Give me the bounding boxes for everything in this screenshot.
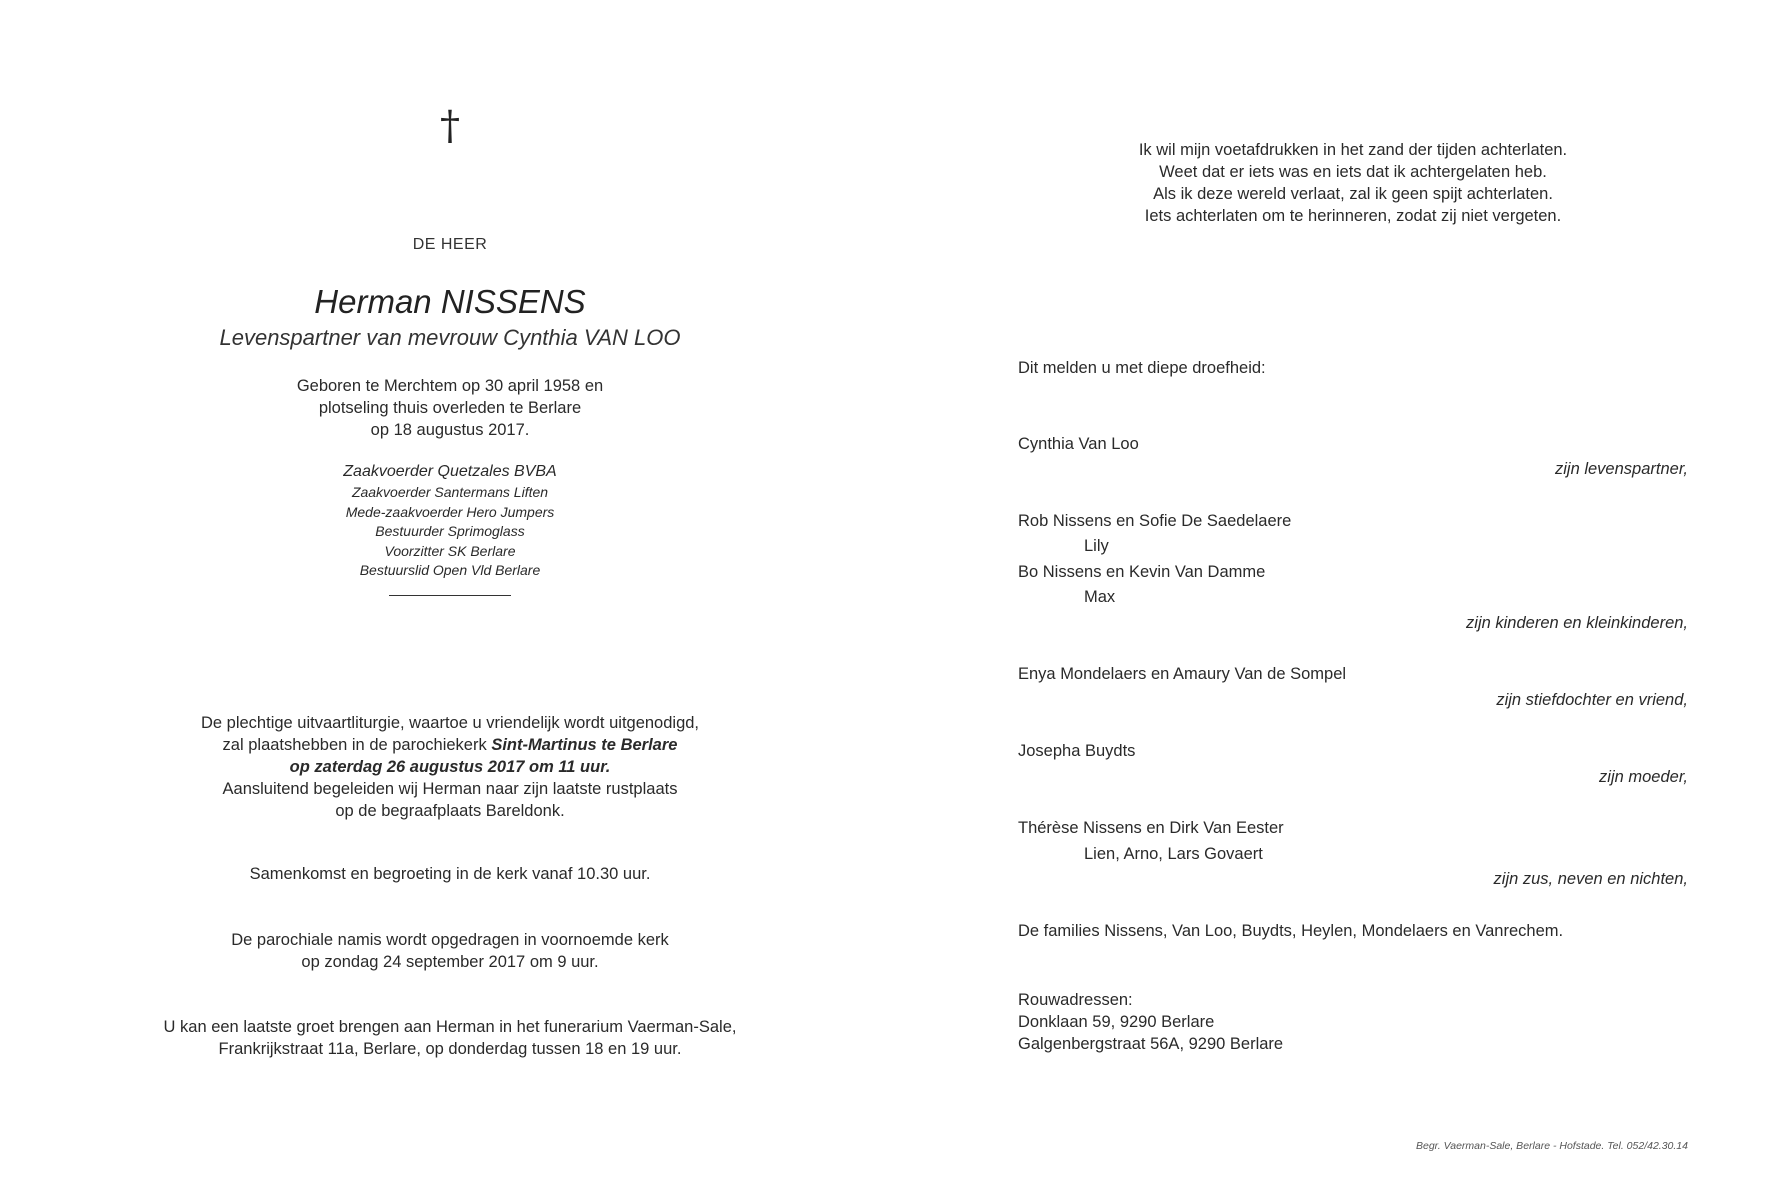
family-member: Enya Mondelaers en Amaury Van de Sompel [1018, 665, 1347, 683]
poem-block [1018, 139, 1688, 227]
right-page [1018, 0, 1688, 1177]
mass-line: De parochiale namis wordt opgedragen in voornoemde kerk [231, 931, 669, 949]
role-item: Voorzitter SK Berlare [384, 542, 516, 559]
poem-line: Weet dat er iets was en iets dat ik achtergelaten heb. [1159, 163, 1547, 181]
relation-label: zijn stiefdochter en vriend, [1496, 690, 1688, 709]
role-item: Bestuurder Sprimoglass [375, 523, 525, 539]
announcement: Dit melden u met diepe droefheid: [1018, 359, 1266, 377]
cross-icon: † [440, 103, 460, 149]
role-item: Zaakvoerder Santermans Liften [351, 484, 549, 500]
church-name: Sint-Martinus te Berlare [491, 736, 678, 754]
addresses-title: Rouwadressen: [1018, 991, 1133, 1009]
funeral-line-prefix: zal plaatshebben in de parochiekerk [222, 736, 492, 754]
relation-label: zijn levenspartner, [1555, 460, 1688, 478]
birth-death-line: op 18 augustus 2017. [370, 421, 530, 439]
roles-block [0, 461, 900, 596]
family-member: Rob Nissens en Sofie De Saedelaere [1018, 511, 1292, 530]
funeral-line: op de begraafplaats Bareldonk. [335, 802, 565, 820]
funeral-line: Aansluitend begeleiden wij Herman naar zijn laatste rustplaats [222, 780, 678, 798]
mass-block [0, 929, 900, 973]
family-member: Thérèse Nissens en Dirk Van Eester [1018, 819, 1284, 837]
family-member: Max [1084, 588, 1116, 606]
relation-label: zijn kinderen en kleinkinderen, [1466, 613, 1688, 632]
mass-line: op zondag 24 september 2017 om 9 uur. [301, 953, 599, 971]
family-member: Cynthia Van Loo [1018, 434, 1139, 453]
address-line: Galgenbergstraat 56A, 9290 Berlare [1018, 1035, 1284, 1053]
family-member: Josepha Buydts [1018, 742, 1136, 760]
funeral-date: op zaterdag 26 augustus 2017 om 11 uur. [289, 758, 611, 776]
partner-line: Levenspartner van mevrouw Cynthia VAN LOO [219, 325, 681, 350]
role-item: Bestuurslid Open Vld Berlare [359, 562, 541, 578]
visit-line: Frankrijkstraat 11a, Berlare, op donderdag tussen 18 en 19 uur. [218, 1040, 682, 1058]
poem-line: Als ik deze wereld verlaat, zal ik geen spijt achterlaten. [1153, 185, 1553, 203]
poem-line: Iets achterlaten om te herinneren, zodat zij niet vergeten. [1144, 207, 1562, 225]
funeral-line [0, 734, 900, 756]
birth-death-line: Geboren te Merchtem op 30 april 1958 en [296, 377, 604, 395]
family-member: Bo Nissens en Kevin Van Damme [1018, 562, 1266, 581]
relation-label: zijn moeder, [1599, 767, 1688, 786]
addresses-block [1018, 989, 1688, 1055]
families-line: De families Nissens, Van Loo, Buydts, Heylen, Mondelaers en Vanrechem. [1018, 921, 1564, 940]
funeral-block [0, 712, 900, 822]
role-item: Mede-zaakvoerder Hero Jumpers [345, 503, 555, 520]
undertaker-credit: Begr. Vaerman-Sale, Berlare - Hofstade. Tel. 052/42.30.14 [1416, 1140, 1688, 1152]
main-role: Zaakvoerder Quetzales BVBA [343, 463, 557, 480]
deceased-name: Herman NISSENS [314, 283, 586, 320]
funeral-line: De plechtige uitvaartliturgie, waartoe u vriendelijk wordt uitgenodigd, [200, 714, 700, 732]
birth-death-block [0, 375, 900, 441]
title-prefix: DE HEER [412, 236, 488, 253]
visit-block [0, 1016, 900, 1060]
divider [389, 595, 511, 596]
address-line: Donklaan 59, 9290 Berlare [1018, 1013, 1215, 1031]
family-member: Lien, Arno, Lars Govaert [1084, 844, 1263, 863]
poem-line: Ik wil mijn voetafdrukken in het zand der tijden achterlaten. [1138, 141, 1568, 159]
visit-line: U kan een laatste groet brengen aan Herman in het funerarium Vaerman-Sale, [163, 1018, 737, 1036]
gathering-text: Samenkomst en begroeting in de kerk vanaf 10.30 uur. [249, 865, 651, 883]
family-list [1018, 356, 1688, 944]
family-member: Lily [1084, 537, 1109, 555]
relation-label: zijn zus, neven en nichten, [1493, 870, 1688, 888]
birth-death-line: plotseling thuis overleden te Berlare [318, 399, 582, 417]
